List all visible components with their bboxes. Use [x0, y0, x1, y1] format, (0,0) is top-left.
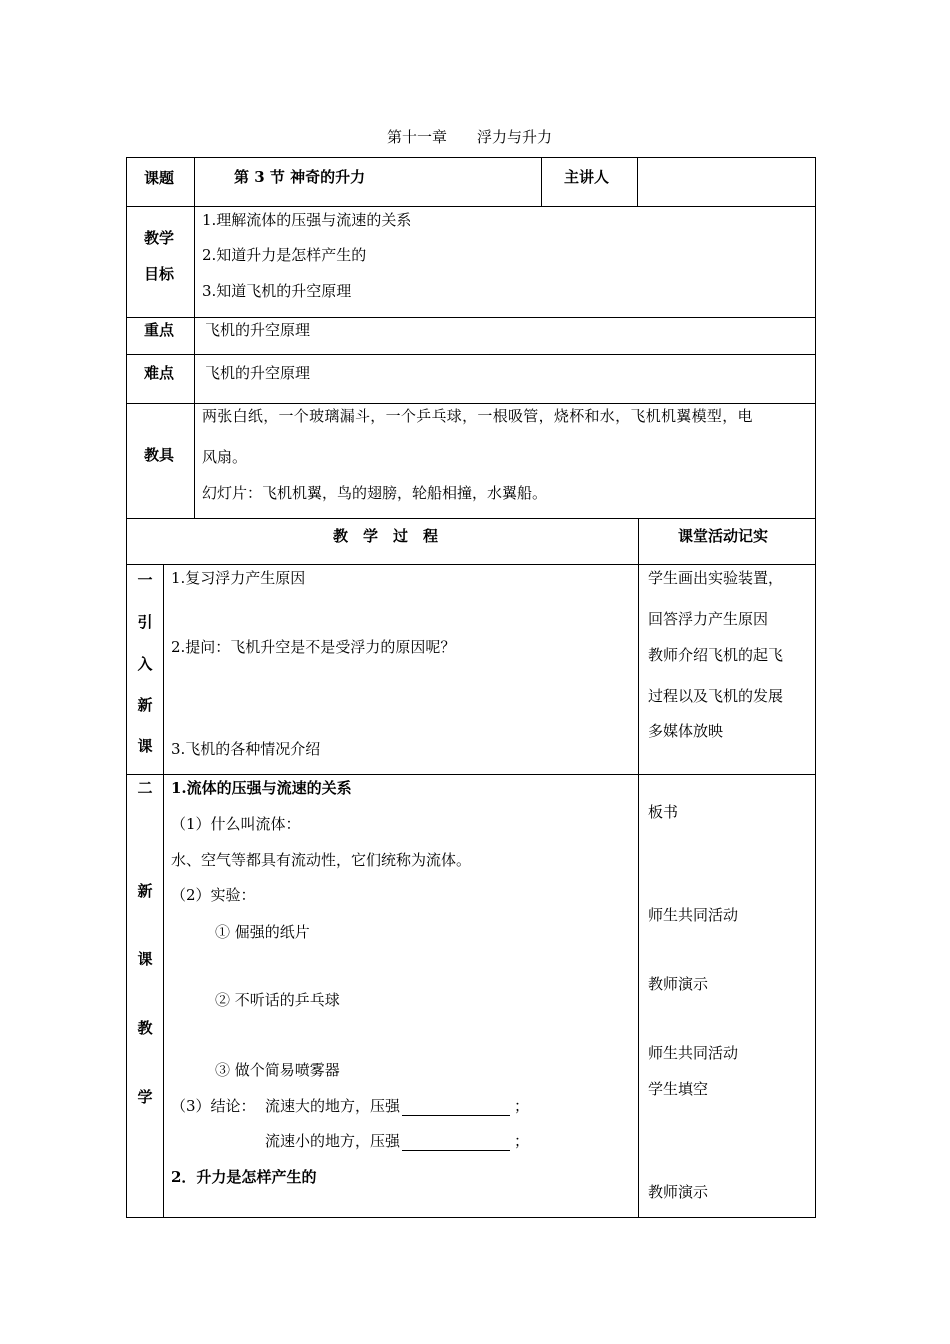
- conclusion-line-2: [265, 1131, 529, 1151]
- section-2-answer: 水、空气等都具有流动性，它们统称为流体。: [171, 851, 472, 869]
- section-2-heading: 1.流体的压强与流速的关系: [171, 779, 352, 797]
- key-point-label: 重点: [144, 321, 175, 339]
- goals-label-1: 教学: [144, 229, 175, 247]
- experiment-item: ② 不听话的乒乓球: [215, 991, 340, 1009]
- topic-value: 第 3 节 神奇的升力: [234, 168, 366, 186]
- section-1-label-char: 引: [137, 613, 153, 631]
- tools-line: 幻灯片：飞机机翼，鸟的翅膀，轮船相撞，水翼船。: [202, 484, 548, 502]
- tools-line: 风扇。: [202, 448, 248, 466]
- conclusion-prefix: （3）结论：: [171, 1097, 256, 1115]
- section-1-note: 教师介绍飞机的起飞: [648, 646, 784, 664]
- goal-item: 2.知道升力是怎样产生的: [202, 246, 367, 264]
- fill-blank: [402, 1136, 510, 1151]
- section-2-question: （2）实验：: [171, 886, 256, 904]
- section-2-note: 师生共同活动: [648, 1044, 739, 1062]
- section-2-label-char: 学: [137, 1088, 153, 1106]
- key-point-value: 飞机的升空原理: [205, 321, 311, 339]
- section-1-label-char: 一: [137, 571, 153, 589]
- section-2-label-char: 新: [137, 882, 153, 900]
- section-2-note: 板书: [648, 803, 679, 821]
- section-1-item: 3.飞机的各种情况介绍: [171, 740, 321, 758]
- experiment-item: ① 倔强的纸片: [215, 923, 310, 941]
- speaker-label: 主讲人: [564, 168, 610, 186]
- experiment-item: ③ 做个简易喷雾器: [215, 1061, 340, 1079]
- conclusion-text: 流速大的地方，压强: [265, 1097, 401, 1115]
- section-1-item: 1.复习浮力产生原因: [171, 569, 306, 587]
- tools-line: 两张白纸，一个玻璃漏斗，一个乒乓球，一根吸管，烧杯和水，飞机机翼模型，电: [202, 407, 753, 425]
- section-1-note: 学生画出实验装置，: [648, 569, 784, 587]
- section-2-label-char: 课: [137, 950, 153, 968]
- topic-label: 课题: [144, 169, 175, 187]
- section-1-item: 2.提问：飞机升空是不是受浮力的原因呢？: [171, 638, 456, 656]
- section-1-note: 多媒体放映: [648, 722, 724, 740]
- blank-end: ；: [514, 1132, 530, 1150]
- fill-blank: [402, 1101, 510, 1116]
- section-2-note: 师生共同活动: [648, 906, 739, 924]
- section-2-question: （1）什么叫流体：: [171, 815, 301, 833]
- goal-item: 3.知道飞机的升空原理: [202, 282, 352, 300]
- section-1-note: 过程以及飞机的发展: [648, 687, 784, 705]
- process-header: 教 学 过 程: [333, 527, 439, 545]
- page-title: 第十一章 浮力与升力: [387, 128, 553, 146]
- section-2-label-char: 二: [137, 779, 153, 797]
- tools-label: 教具: [144, 446, 175, 464]
- section-1-note: 回答浮力产生原因: [648, 610, 769, 628]
- goal-item: 1.理解流体的压强与流速的关系: [202, 211, 412, 229]
- difficulty-value: 飞机的升空原理: [205, 364, 311, 382]
- section-1-label-char: 入: [137, 655, 153, 673]
- section-2-note: 教师演示: [648, 1183, 709, 1201]
- conclusion-text: 流速小的地方，压强: [265, 1132, 401, 1150]
- goals-label-2: 目标: [144, 265, 175, 283]
- activity-header: 课堂活动记实: [678, 527, 769, 545]
- section-2-label-char: 教: [137, 1019, 153, 1037]
- section-1-label-char: 新: [137, 696, 153, 714]
- difficulty-label: 难点: [144, 364, 175, 382]
- section-2-heading: 2．升力是怎样产生的: [171, 1168, 317, 1186]
- conclusion-line-1: [265, 1096, 529, 1116]
- section-2-note: 学生填空: [648, 1080, 709, 1098]
- section-1-label-char: 课: [137, 737, 153, 755]
- section-2-note: 教师演示: [648, 975, 709, 993]
- blank-end: ；: [514, 1097, 530, 1115]
